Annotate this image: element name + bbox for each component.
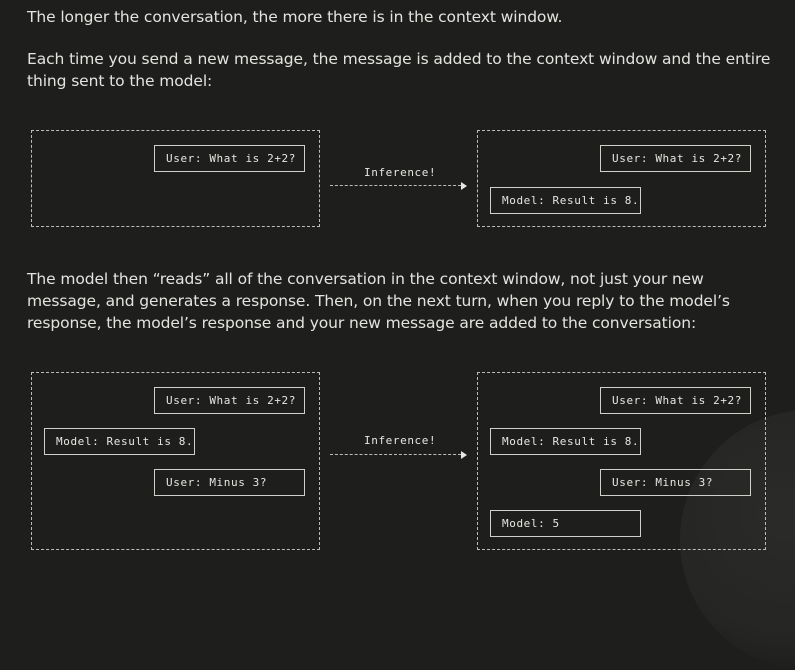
model-response-box: Model: Result is 8. xyxy=(44,428,195,455)
arrow-right-icon xyxy=(330,182,467,190)
user-message-box: User: What is 2+2? xyxy=(600,387,751,414)
user-followup-box: User: Minus 3? xyxy=(600,469,751,496)
paragraph-new-message: Each time you send a new message, the message is added to the context window and the entire thing sent to the model: xyxy=(27,50,771,90)
model-response-box: Model: Result is 8. xyxy=(490,187,641,214)
model-response-box: Model: Result is 8. xyxy=(490,428,641,455)
paragraph-intro: The longer the conversation, the more there is in the context window. xyxy=(27,8,563,26)
user-message-box: User: What is 2+2? xyxy=(600,145,751,172)
paragraph-model-reads: The model then “reads” all of the conversation in the context window, not just your new message, and generates a response. Then, on the next turn, when you reply to the model’s response, the model’s response and your new message are added to the conversation: xyxy=(27,270,730,332)
user-message-box: User: What is 2+2? xyxy=(154,387,305,414)
arrow-right-icon xyxy=(330,451,467,459)
inference-label: Inference! xyxy=(364,166,437,179)
inference-label: Inference! xyxy=(364,434,437,447)
user-message-box: User: What is 2+2? xyxy=(154,145,305,172)
model-followup-response-box: Model: 5 xyxy=(490,510,641,537)
user-followup-box: User: Minus 3? xyxy=(154,469,305,496)
